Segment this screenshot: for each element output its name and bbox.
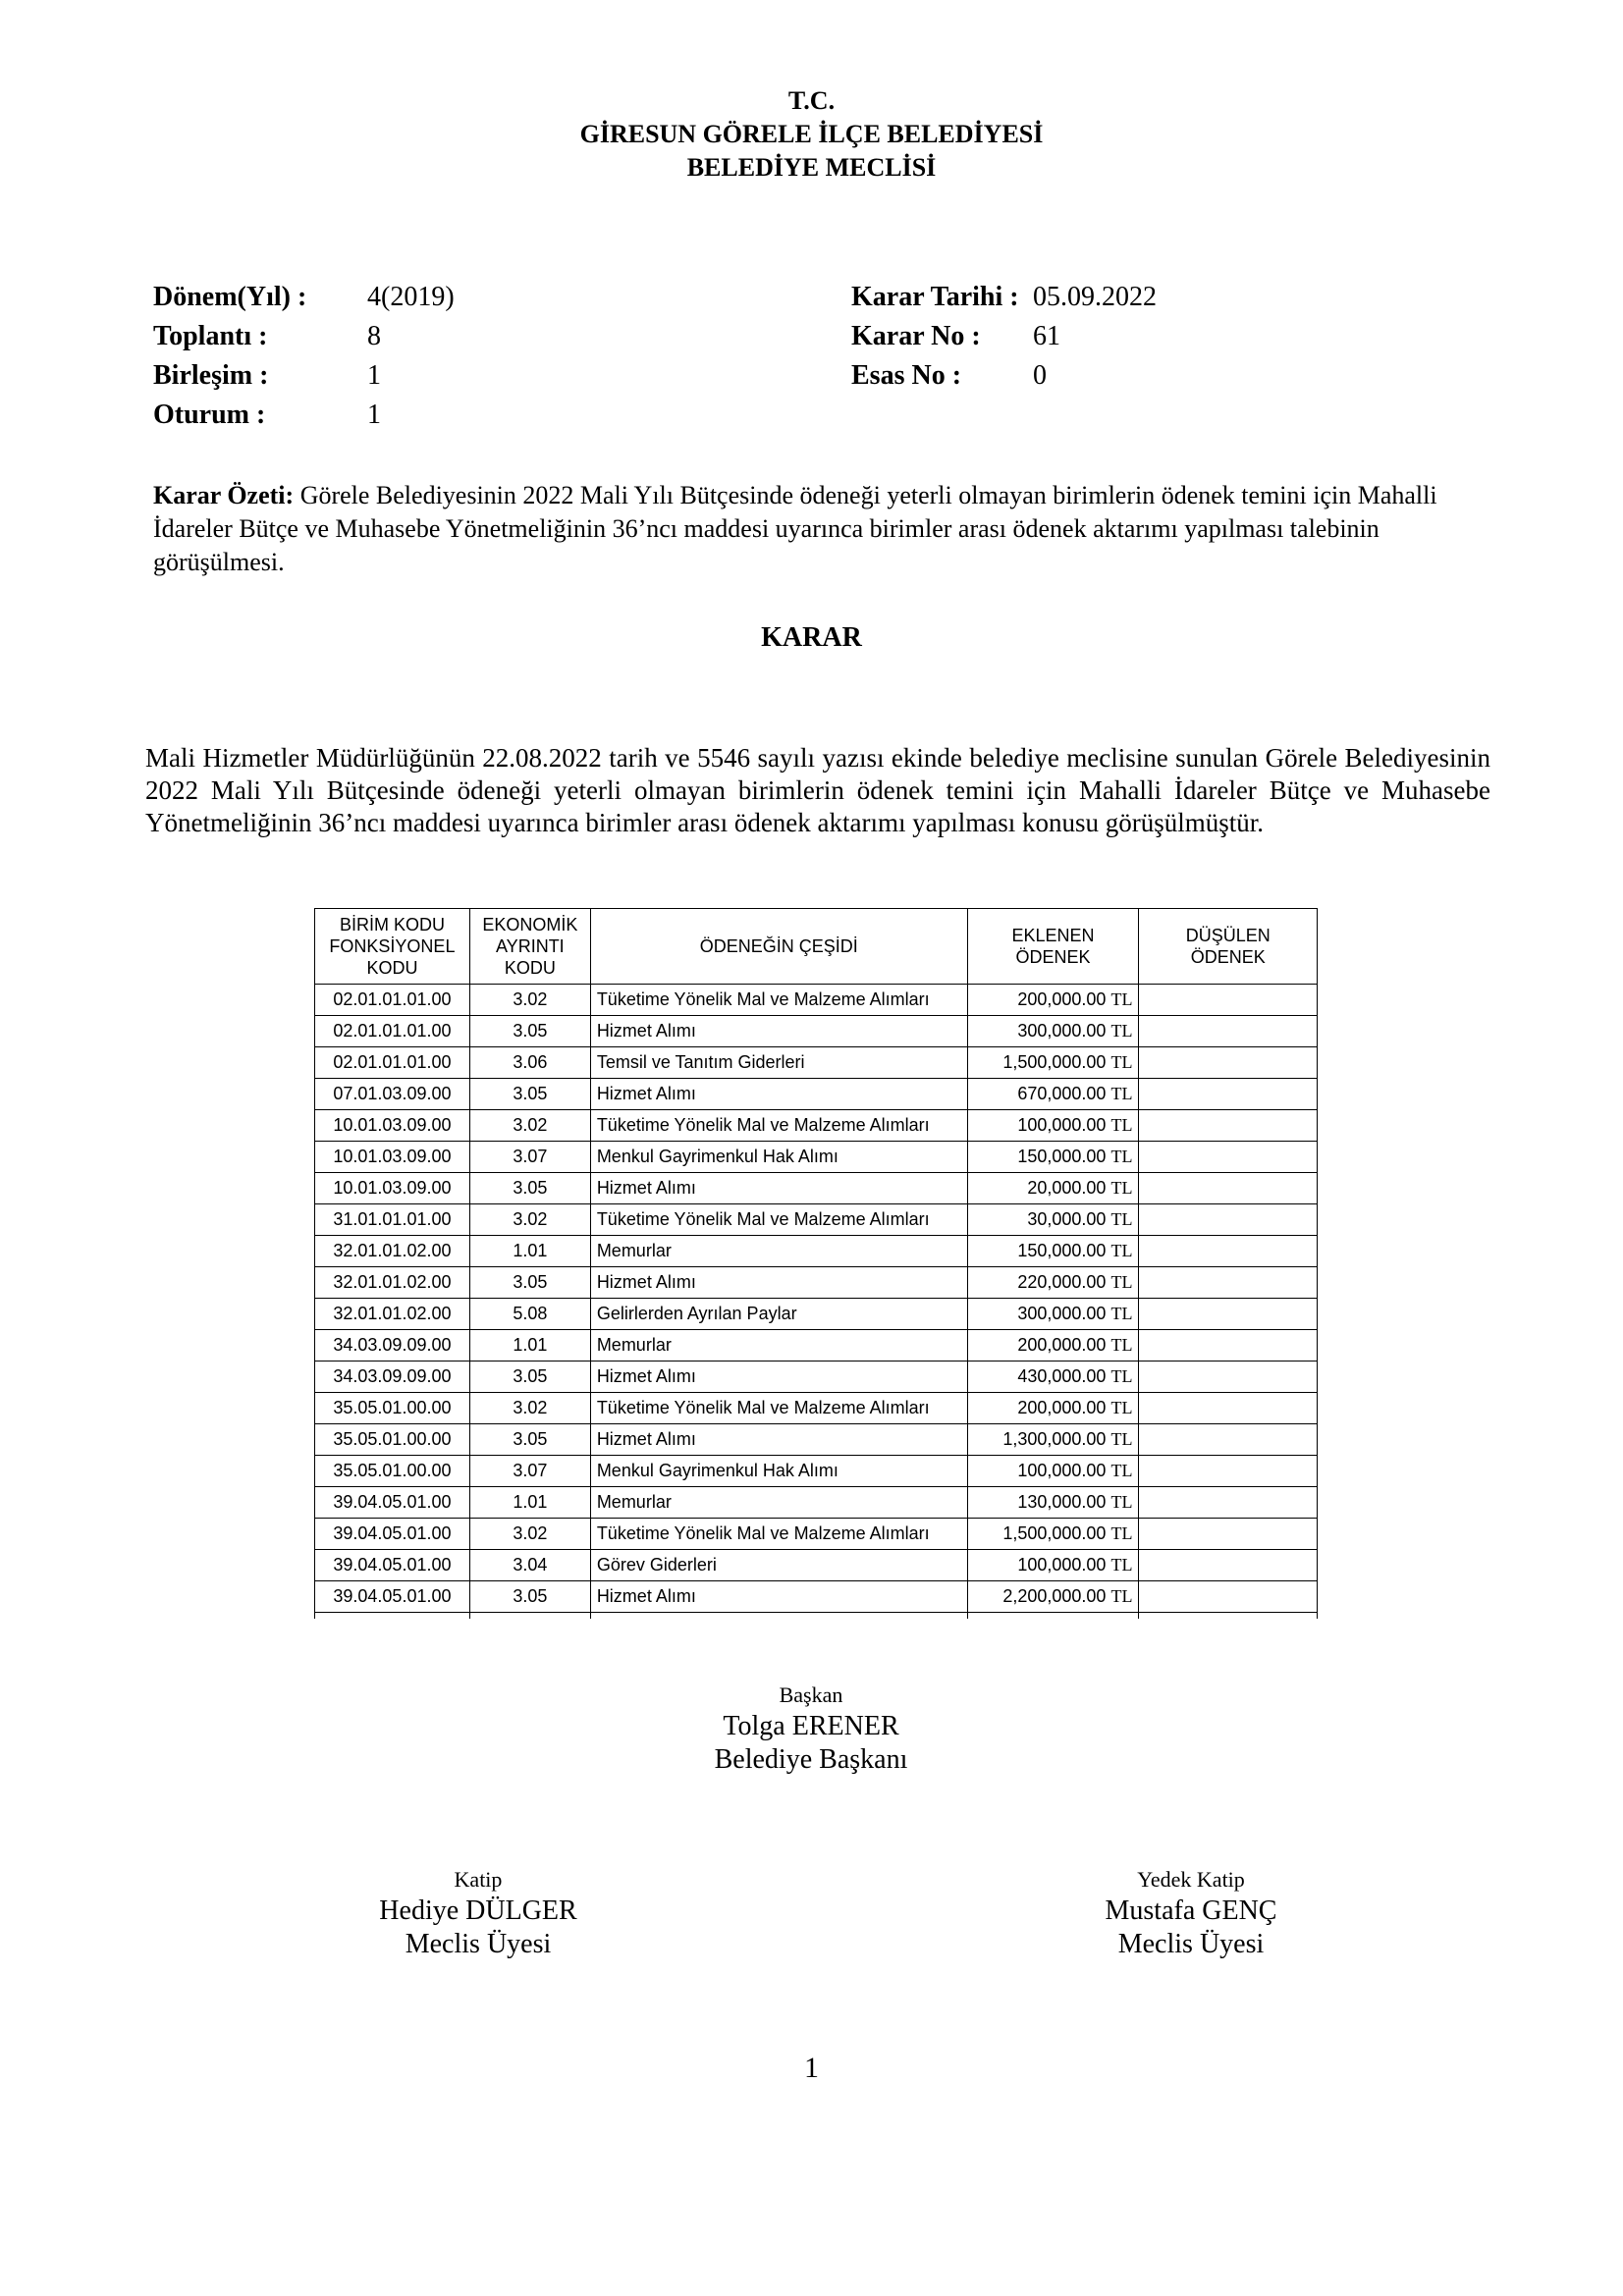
signature-yedek-katip bbox=[995, 1865, 1387, 1961]
table-row bbox=[315, 1110, 1318, 1142]
meta-label: Oturum : bbox=[153, 400, 266, 430]
header-eklenen-odenek: EKLENEN ÖDENEK bbox=[967, 909, 1139, 985]
currency-label: TL bbox=[1110, 1147, 1133, 1166]
cell-ekonomik-kodu: 3.05 bbox=[469, 1079, 590, 1110]
cell-dusulen-odenek bbox=[1139, 1173, 1318, 1204]
signature-baskan bbox=[615, 1681, 1007, 1777]
cell-odenek-cesidi: Gelirlerden Ayrılan Paylar bbox=[590, 1299, 967, 1330]
cell-ekonomik-kodu: 3.05 bbox=[469, 1424, 590, 1456]
meta-right-block bbox=[851, 282, 1342, 400]
cell-ekonomik-kodu: 3.05 bbox=[469, 1581, 590, 1613]
currency-label: TL bbox=[1110, 1586, 1133, 1606]
cell-eklenen-odenek bbox=[967, 1236, 1139, 1267]
amount-value: 130,000.00 bbox=[1017, 1492, 1107, 1512]
amount-value: 220,000.00 bbox=[1017, 1272, 1107, 1292]
table-row bbox=[315, 1142, 1318, 1173]
table-row bbox=[315, 1393, 1318, 1424]
signature-katip bbox=[282, 1865, 675, 1961]
cell-odenek-cesidi: Hizmet Alımı bbox=[590, 1581, 967, 1613]
amount-value: 200,000.00 bbox=[1017, 1398, 1107, 1417]
cell-odenek-cesidi: Tüketime Yönelik Mal ve Malzeme Alımları bbox=[590, 1519, 967, 1550]
cell-odenek-cesidi: Memurlar bbox=[590, 1487, 967, 1519]
meta-value: 05.09.2022 bbox=[1033, 282, 1157, 312]
amount-value: 20,000.00 bbox=[1027, 1178, 1107, 1198]
currency-label: TL bbox=[1110, 1115, 1133, 1135]
cell-birim-kodu: 39.04.05.01.00 bbox=[315, 1550, 470, 1581]
cell-dusulen-odenek bbox=[1139, 1016, 1318, 1047]
currency-label: TL bbox=[1110, 1052, 1133, 1072]
currency-label: TL bbox=[1110, 1272, 1133, 1292]
cell-odenek-cesidi: Görev Giderleri bbox=[590, 1550, 967, 1581]
cell-odenek-cesidi: Memurlar bbox=[590, 1236, 967, 1267]
meta-label: Karar Tarihi : bbox=[851, 282, 1019, 312]
cell-eklenen-odenek bbox=[967, 1330, 1139, 1362]
meta-label: Dönem(Yıl) : bbox=[153, 282, 307, 312]
meta-label: Birleşim : bbox=[153, 360, 269, 391]
page-number: 1 bbox=[804, 2052, 819, 2084]
cell-birim-kodu: 39.04.05.01.00 bbox=[315, 1487, 470, 1519]
amount-value: 300,000.00 bbox=[1017, 1021, 1107, 1041]
cell-ekonomik-kodu: 3.07 bbox=[469, 1456, 590, 1487]
cell-dusulen-odenek bbox=[1139, 1142, 1318, 1173]
meta-left-block bbox=[153, 282, 644, 439]
cell-odenek-cesidi: Hizmet Alımı bbox=[590, 1173, 967, 1204]
cell-dusulen-odenek bbox=[1139, 1581, 1318, 1613]
cell-birim-kodu: 07.01.03.09.00 bbox=[315, 1079, 470, 1110]
table-row bbox=[315, 1016, 1318, 1047]
cell-ekonomik-kodu: 1.01 bbox=[469, 1236, 590, 1267]
meta-row-karar-tarihi bbox=[851, 282, 1342, 321]
header-line-municipality: GİRESUN GÖRELE İLÇE BELEDİYESİ bbox=[579, 120, 1044, 148]
cell-birim-kodu: 34.03.09.09.00 bbox=[315, 1362, 470, 1393]
table-header-row bbox=[315, 909, 1318, 985]
cell-dusulen-odenek bbox=[1139, 1299, 1318, 1330]
cell-eklenen-odenek bbox=[967, 1456, 1139, 1487]
summary-text: Görele Belediyesinin 2022 Mali Yılı Bütçesinde ödeneği yeterli olmayan birimlerin ödenek temini için Mahalli İdareler Bütçe ve Muhasebe Yönetmeliğinin 36’ncı maddesi uyarınca birimler arası ödenek aktarımı yapılması talebinin görüşülmesi. bbox=[153, 481, 1437, 576]
signature-title: Meclis Üyesi bbox=[405, 1929, 552, 1959]
cell-birim-kodu: 32.01.01.02.00 bbox=[315, 1236, 470, 1267]
cell-birim-kodu: 10.01.03.09.00 bbox=[315, 1142, 470, 1173]
cell-dusulen-odenek bbox=[1139, 985, 1318, 1016]
signature-title: Meclis Üyesi bbox=[1117, 1929, 1265, 1959]
summary-label: Karar Özeti: bbox=[153, 481, 295, 509]
table-row bbox=[315, 1424, 1318, 1456]
header-line-tc: T.C. bbox=[787, 86, 836, 115]
cell-birim-kodu: 32.01.01.02.00 bbox=[315, 1299, 470, 1330]
cell-odenek-cesidi: Menkul Gayrimenkul Hak Alımı bbox=[590, 1142, 967, 1173]
meta-value: 0 bbox=[1033, 360, 1047, 391]
cell-eklenen-odenek bbox=[967, 1267, 1139, 1299]
currency-label: TL bbox=[1110, 1241, 1133, 1260]
cell-ekonomik-kodu: 3.05 bbox=[469, 1362, 590, 1393]
table-row bbox=[315, 1079, 1318, 1110]
signature-title: Belediye Başkanı bbox=[714, 1744, 908, 1775]
cell-birim-kodu: 35.05.01.00.00 bbox=[315, 1456, 470, 1487]
cell-eklenen-odenek bbox=[967, 1079, 1139, 1110]
cell-dusulen-odenek bbox=[1139, 1267, 1318, 1299]
tail-cell bbox=[469, 1613, 590, 1620]
cell-eklenen-odenek bbox=[967, 1299, 1139, 1330]
cell-dusulen-odenek bbox=[1139, 1456, 1318, 1487]
meta-value: 8 bbox=[367, 321, 381, 351]
signature-name: Mustafa GENÇ bbox=[1105, 1896, 1277, 1926]
header-dusulen-odenek: DÜŞÜLEN ÖDENEK bbox=[1139, 909, 1318, 985]
document-header bbox=[0, 84, 1623, 185]
cell-dusulen-odenek bbox=[1139, 1519, 1318, 1550]
cell-ekonomik-kodu: 5.08 bbox=[469, 1299, 590, 1330]
cell-eklenen-odenek bbox=[967, 1487, 1139, 1519]
cell-odenek-cesidi: Tüketime Yönelik Mal ve Malzeme Alımları bbox=[590, 1204, 967, 1236]
cell-eklenen-odenek bbox=[967, 1173, 1139, 1204]
cell-birim-kodu: 35.05.01.00.00 bbox=[315, 1393, 470, 1424]
cell-ekonomik-kodu: 3.05 bbox=[469, 1173, 590, 1204]
cell-birim-kodu: 39.04.05.01.00 bbox=[315, 1581, 470, 1613]
table-row bbox=[315, 1204, 1318, 1236]
amount-value: 100,000.00 bbox=[1017, 1461, 1107, 1480]
cell-birim-kodu: 35.05.01.00.00 bbox=[315, 1424, 470, 1456]
table-row bbox=[315, 1173, 1318, 1204]
cell-dusulen-odenek bbox=[1139, 1330, 1318, 1362]
signature-name: Hediye DÜLGER bbox=[379, 1896, 577, 1926]
cell-eklenen-odenek bbox=[967, 1016, 1139, 1047]
amount-value: 1,500,000.00 bbox=[1002, 1052, 1107, 1072]
signature-role: Yedek Katip bbox=[1137, 1867, 1245, 1892]
header-birim-kodu: BİRİM KODU FONKSİYONEL KODU bbox=[315, 909, 470, 985]
amount-value: 2,200,000.00 bbox=[1002, 1586, 1107, 1606]
cell-birim-kodu: 02.01.01.01.00 bbox=[315, 985, 470, 1016]
cell-ekonomik-kodu: 3.02 bbox=[469, 1110, 590, 1142]
meta-row-karar-no bbox=[851, 321, 1342, 360]
cell-odenek-cesidi: Tüketime Yönelik Mal ve Malzeme Alımları bbox=[590, 1393, 967, 1424]
table-row bbox=[315, 1487, 1318, 1519]
cell-birim-kodu: 02.01.01.01.00 bbox=[315, 1047, 470, 1079]
cell-eklenen-odenek bbox=[967, 985, 1139, 1016]
cell-odenek-cesidi: Hizmet Alımı bbox=[590, 1267, 967, 1299]
decision-summary bbox=[153, 479, 1488, 579]
currency-label: TL bbox=[1110, 1304, 1133, 1323]
meta-row-birlesim bbox=[153, 360, 644, 400]
currency-label: TL bbox=[1110, 1429, 1133, 1449]
header-odenek-cesidi: ÖDENEĞİN ÇEŞİDİ bbox=[590, 909, 967, 985]
cell-dusulen-odenek bbox=[1139, 1047, 1318, 1079]
amount-value: 300,000.00 bbox=[1017, 1304, 1107, 1323]
cell-ekonomik-kodu: 1.01 bbox=[469, 1330, 590, 1362]
tail-cell bbox=[315, 1613, 470, 1620]
header-ekonomik-kodu: EKONOMİK AYRINTI KODU bbox=[469, 909, 590, 985]
cell-ekonomik-kodu: 3.02 bbox=[469, 985, 590, 1016]
meta-label: Toplantı : bbox=[153, 321, 268, 351]
cell-eklenen-odenek bbox=[967, 1142, 1139, 1173]
cell-ekonomik-kodu: 3.02 bbox=[469, 1204, 590, 1236]
table-row bbox=[315, 1550, 1318, 1581]
cell-ekonomik-kodu: 3.02 bbox=[469, 1393, 590, 1424]
cell-ekonomik-kodu: 3.05 bbox=[469, 1267, 590, 1299]
cell-dusulen-odenek bbox=[1139, 1079, 1318, 1110]
cell-ekonomik-kodu: 3.04 bbox=[469, 1550, 590, 1581]
cell-birim-kodu: 39.04.05.01.00 bbox=[315, 1519, 470, 1550]
tail-cell bbox=[590, 1613, 967, 1620]
cell-eklenen-odenek bbox=[967, 1110, 1139, 1142]
cell-dusulen-odenek bbox=[1139, 1362, 1318, 1393]
signature-role: Başkan bbox=[779, 1682, 843, 1707]
amount-value: 30,000.00 bbox=[1027, 1209, 1107, 1229]
table-row bbox=[315, 1236, 1318, 1267]
table-row bbox=[315, 985, 1318, 1016]
meta-value: 1 bbox=[367, 360, 381, 391]
table-row bbox=[315, 1299, 1318, 1330]
meta-row-oturum bbox=[153, 400, 644, 439]
table-body bbox=[315, 985, 1318, 1620]
currency-label: TL bbox=[1110, 1209, 1133, 1229]
cell-eklenen-odenek bbox=[967, 1047, 1139, 1079]
cell-birim-kodu: 34.03.09.09.00 bbox=[315, 1330, 470, 1362]
cell-odenek-cesidi: Hizmet Alımı bbox=[590, 1016, 967, 1047]
amount-value: 200,000.00 bbox=[1017, 989, 1107, 1009]
cell-birim-kodu: 32.01.01.02.00 bbox=[315, 1267, 470, 1299]
table-row bbox=[315, 1456, 1318, 1487]
currency-label: TL bbox=[1110, 1021, 1133, 1041]
cell-birim-kodu: 10.01.03.09.00 bbox=[315, 1110, 470, 1142]
cell-birim-kodu: 02.01.01.01.00 bbox=[315, 1016, 470, 1047]
amount-value: 150,000.00 bbox=[1017, 1147, 1107, 1166]
amount-value: 430,000.00 bbox=[1017, 1366, 1107, 1386]
amount-value: 100,000.00 bbox=[1017, 1555, 1107, 1575]
cell-eklenen-odenek bbox=[967, 1362, 1139, 1393]
currency-label: TL bbox=[1110, 1366, 1133, 1386]
cell-ekonomik-kodu: 1.01 bbox=[469, 1487, 590, 1519]
meta-row-esas-no bbox=[851, 360, 1342, 400]
table-row bbox=[315, 1047, 1318, 1079]
currency-label: TL bbox=[1110, 1523, 1133, 1543]
table-row bbox=[315, 1362, 1318, 1393]
currency-label: TL bbox=[1110, 1555, 1133, 1575]
tail-cell bbox=[1139, 1613, 1318, 1620]
table-row bbox=[315, 1581, 1318, 1613]
cell-odenek-cesidi: Menkul Gayrimenkul Hak Alımı bbox=[590, 1456, 967, 1487]
cell-odenek-cesidi: Memurlar bbox=[590, 1330, 967, 1362]
tail-cell bbox=[967, 1613, 1139, 1620]
currency-label: TL bbox=[1110, 1398, 1133, 1417]
cell-eklenen-odenek bbox=[967, 1204, 1139, 1236]
cell-ekonomik-kodu: 3.06 bbox=[469, 1047, 590, 1079]
cell-eklenen-odenek bbox=[967, 1581, 1139, 1613]
cell-dusulen-odenek bbox=[1139, 1487, 1318, 1519]
meta-value: 1 bbox=[367, 400, 381, 430]
table-tail-row bbox=[315, 1613, 1318, 1620]
cell-dusulen-odenek bbox=[1139, 1236, 1318, 1267]
decision-body: Mali Hizmetler Müdürlüğünün 22.08.2022 tarih ve 5546 sayılı yazısı ekinde belediye meclisine sunulan Görele Belediyesinin 2022 Mali Yılı Bütçesinde ödeneği yeterli olmayan birimlerin ödenek temini için Mahalli İdareler Bütçe ve Muhasebe Yönetmeliğinin 36’ncı maddesi uyarınca birimler arası ödenek aktarımı yapılması konusu görüşülmüştür. bbox=[145, 743, 1490, 837]
currency-label: TL bbox=[1110, 1084, 1133, 1103]
cell-ekonomik-kodu: 3.07 bbox=[469, 1142, 590, 1173]
cell-birim-kodu: 10.01.03.09.00 bbox=[315, 1173, 470, 1204]
meta-value: 61 bbox=[1033, 321, 1060, 351]
currency-label: TL bbox=[1110, 1335, 1133, 1355]
cell-dusulen-odenek bbox=[1139, 1393, 1318, 1424]
cell-ekonomik-kodu: 3.05 bbox=[469, 1016, 590, 1047]
meta-label: Esas No : bbox=[851, 360, 962, 391]
cell-dusulen-odenek bbox=[1139, 1204, 1318, 1236]
cell-odenek-cesidi: Temsil ve Tanıtım Giderleri bbox=[590, 1047, 967, 1079]
cell-birim-kodu: 31.01.01.01.00 bbox=[315, 1204, 470, 1236]
header-line-council: BELEDİYE MECLİSİ bbox=[686, 153, 937, 182]
cell-eklenen-odenek bbox=[967, 1393, 1139, 1424]
signature-name: Tolga ERENER bbox=[723, 1711, 899, 1741]
currency-label: TL bbox=[1110, 989, 1133, 1009]
cell-dusulen-odenek bbox=[1139, 1424, 1318, 1456]
cell-odenek-cesidi: Tüketime Yönelik Mal ve Malzeme Alımları bbox=[590, 1110, 967, 1142]
amount-value: 200,000.00 bbox=[1017, 1335, 1107, 1355]
meta-row-toplanti bbox=[153, 321, 644, 360]
table-row bbox=[315, 1519, 1318, 1550]
table-row bbox=[315, 1330, 1318, 1362]
cell-eklenen-odenek bbox=[967, 1519, 1139, 1550]
currency-label: TL bbox=[1110, 1492, 1133, 1512]
karar-title: KARAR bbox=[761, 622, 862, 653]
amount-value: 1,300,000.00 bbox=[1002, 1429, 1107, 1449]
table-row bbox=[315, 1267, 1318, 1299]
cell-eklenen-odenek bbox=[967, 1550, 1139, 1581]
meta-value: 4(2019) bbox=[367, 282, 455, 312]
cell-dusulen-odenek bbox=[1139, 1550, 1318, 1581]
currency-label: TL bbox=[1110, 1461, 1133, 1480]
meta-label: Karar No : bbox=[851, 321, 981, 351]
cell-eklenen-odenek bbox=[967, 1424, 1139, 1456]
cell-odenek-cesidi: Tüketime Yönelik Mal ve Malzeme Alımları bbox=[590, 985, 967, 1016]
signature-role: Katip bbox=[454, 1867, 503, 1892]
cell-odenek-cesidi: Hizmet Alımı bbox=[590, 1424, 967, 1456]
cell-odenek-cesidi: Hizmet Alımı bbox=[590, 1362, 967, 1393]
meta-row-donem bbox=[153, 282, 644, 321]
amount-value: 150,000.00 bbox=[1017, 1241, 1107, 1260]
cell-ekonomik-kodu: 3.02 bbox=[469, 1519, 590, 1550]
amount-value: 100,000.00 bbox=[1017, 1115, 1107, 1135]
cell-dusulen-odenek bbox=[1139, 1110, 1318, 1142]
budget-transfer-table bbox=[314, 908, 1318, 1619]
currency-label: TL bbox=[1110, 1178, 1133, 1198]
amount-value: 1,500,000.00 bbox=[1002, 1523, 1107, 1543]
cell-odenek-cesidi: Hizmet Alımı bbox=[590, 1079, 967, 1110]
amount-value: 670,000.00 bbox=[1017, 1084, 1107, 1103]
